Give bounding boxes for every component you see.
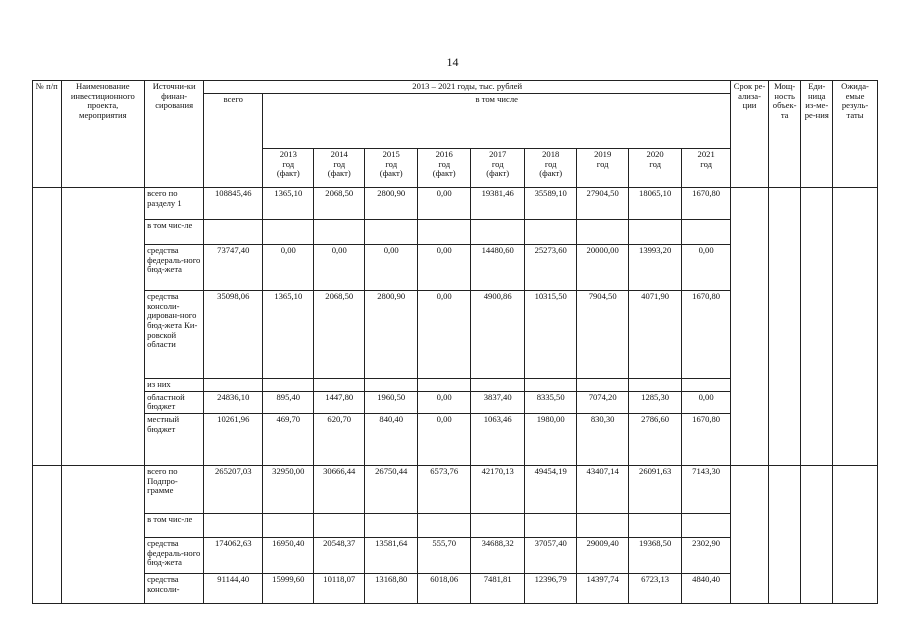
year-header-line3: (факт): [539, 168, 563, 179]
total-cell: 35098,06: [204, 291, 263, 379]
value-cell: [471, 220, 525, 245]
value-cell: 16950,40: [263, 537, 314, 573]
num-cell: [33, 188, 62, 466]
table-body: [33, 188, 878, 604]
col-total-header: всего: [204, 94, 263, 188]
source-cell: из них: [145, 379, 204, 392]
results-cell: [833, 188, 878, 466]
source-cell: всего по Подпро-грамме: [145, 465, 204, 513]
year-header-year: 2017: [489, 149, 507, 159]
value-cell: 2800,90: [365, 291, 418, 379]
value-cell: [314, 220, 365, 245]
year-header-line2: год: [282, 158, 295, 169]
value-cell: 1365,10: [263, 188, 314, 220]
page-number: 14: [446, 55, 459, 69]
value-cell: 0,00: [418, 188, 471, 220]
value-cell: 0,00: [365, 245, 418, 291]
year-header-2015: [365, 149, 418, 188]
value-cell: 13993,20: [629, 245, 682, 291]
capacity-cell: [768, 465, 801, 603]
value-cell: 7143,30: [682, 465, 731, 513]
value-cell: 0,00: [418, 245, 471, 291]
value-cell: [365, 220, 418, 245]
source-cell: местный бюджет: [145, 413, 204, 465]
value-cell: 1960,50: [365, 391, 418, 413]
value-cell: 2302,90: [682, 537, 731, 573]
year-header-2018: [525, 149, 577, 188]
value-cell: [418, 513, 471, 537]
total-cell: 24836,10: [204, 391, 263, 413]
year-header-line2: год: [596, 158, 609, 169]
year-header-line3: (факт): [327, 168, 351, 179]
total-cell: [204, 220, 263, 245]
value-cell: 6573,76: [418, 465, 471, 513]
value-cell: 7481,81: [471, 573, 525, 603]
year-header-2020: [629, 149, 682, 188]
value-cell: [525, 379, 577, 392]
value-cell: [418, 379, 471, 392]
value-cell: 0,00: [418, 413, 471, 465]
col-results-header: Ожида-емые резуль-таты: [833, 81, 878, 188]
value-cell: 20548,37: [314, 537, 365, 573]
value-cell: 19368,50: [629, 537, 682, 573]
year-header-year: 2020: [646, 149, 664, 159]
value-cell: [577, 513, 629, 537]
value-cell: 37057,40: [525, 537, 577, 573]
value-cell: 30666,44: [314, 465, 365, 513]
col-term-header: Срок ре-ализа-ции: [731, 81, 769, 188]
total-cell: 91144,40: [204, 573, 263, 603]
value-cell: 3837,40: [471, 391, 525, 413]
value-cell: 49454,19: [525, 465, 577, 513]
value-cell: [682, 513, 731, 537]
value-cell: 2068,50: [314, 188, 365, 220]
value-cell: 42170,13: [471, 465, 525, 513]
table-row: [33, 188, 878, 220]
term-cell: [731, 465, 769, 603]
year-header-line2: год: [700, 158, 712, 169]
total-cell: 174062,63: [204, 537, 263, 573]
col-name-header: Наименование инвестиционного проекта, мероприятия: [61, 81, 145, 188]
col-source-header: Источни-ки финан-сирования: [145, 81, 204, 188]
value-cell: [577, 220, 629, 245]
value-cell: [525, 220, 577, 245]
year-header-line3: (факт): [432, 168, 456, 179]
value-cell: 19381,46: [471, 188, 525, 220]
value-cell: 2068,50: [314, 291, 365, 379]
col-num-header: № п/п: [33, 81, 62, 188]
value-cell: [682, 379, 731, 392]
value-cell: 1670,80: [682, 413, 731, 465]
unit-cell: [801, 465, 833, 603]
year-header-year: 2021: [697, 149, 715, 159]
year-header-2017: [471, 149, 525, 188]
year-header-year: 2019: [594, 149, 612, 159]
value-cell: 35589,10: [525, 188, 577, 220]
total-cell: [204, 513, 263, 537]
value-cell: 1447,80: [314, 391, 365, 413]
value-cell: 7074,20: [577, 391, 629, 413]
value-cell: [629, 513, 682, 537]
value-cell: 18065,10: [629, 188, 682, 220]
value-cell: 14480,60: [471, 245, 525, 291]
source-cell: всего по разделу 1: [145, 188, 204, 220]
value-cell: 1980,00: [525, 413, 577, 465]
total-cell: 108845,46: [204, 188, 263, 220]
value-cell: 25273,60: [525, 245, 577, 291]
value-cell: 6723,13: [629, 573, 682, 603]
value-cell: [365, 379, 418, 392]
value-cell: 6018,06: [418, 573, 471, 603]
value-cell: 2800,90: [365, 188, 418, 220]
value-cell: 1063,46: [471, 413, 525, 465]
value-cell: 14397,74: [577, 573, 629, 603]
year-header-2013: [263, 149, 314, 188]
name-cell: [61, 188, 145, 466]
value-cell: 13168,80: [365, 573, 418, 603]
value-cell: 1670,80: [682, 188, 731, 220]
value-cell: 0,00: [418, 391, 471, 413]
source-cell: средства федераль-ного бюд-жета: [145, 537, 204, 573]
value-cell: 4900,86: [471, 291, 525, 379]
value-cell: [314, 379, 365, 392]
year-header-line2: год: [491, 158, 504, 169]
year-header-year: 2016: [435, 149, 453, 159]
value-cell: 895,40: [263, 391, 314, 413]
year-header-line3: (факт): [276, 168, 300, 179]
value-cell: [314, 513, 365, 537]
value-cell: 1670,80: [682, 291, 731, 379]
budget-table: [32, 80, 878, 604]
term-cell: [731, 188, 769, 466]
value-cell: 26091,63: [629, 465, 682, 513]
value-cell: 0,00: [682, 391, 731, 413]
results-cell: [833, 465, 878, 603]
value-cell: 0,00: [314, 245, 365, 291]
year-header-year: 2013: [279, 149, 297, 159]
year-header-line2: год: [544, 158, 557, 169]
name-cell: [61, 465, 145, 603]
value-cell: 7904,50: [577, 291, 629, 379]
year-header-line2: год: [333, 158, 346, 169]
year-header-year: 2018: [542, 149, 560, 159]
unit-cell: [801, 188, 833, 466]
value-cell: [525, 513, 577, 537]
value-cell: 555,70: [418, 537, 471, 573]
capacity-cell: [768, 188, 801, 466]
value-cell: 13581,64: [365, 537, 418, 573]
value-cell: [629, 379, 682, 392]
year-header-2014: [314, 149, 365, 188]
value-cell: [471, 379, 525, 392]
value-cell: 0,00: [418, 291, 471, 379]
value-cell: 32950,00: [263, 465, 314, 513]
value-cell: 1365,10: [263, 291, 314, 379]
value-cell: 10315,50: [525, 291, 577, 379]
year-header-line2: год: [385, 158, 398, 169]
year-header-2019: [577, 149, 629, 188]
value-cell: 0,00: [263, 245, 314, 291]
col-incl-header: в том числе: [263, 94, 731, 149]
total-cell: 265207,03: [204, 465, 263, 513]
table-row: [33, 465, 878, 513]
year-header-line2: год: [649, 158, 661, 169]
year-header-2016: [418, 149, 471, 188]
source-cell: средства консоли-: [145, 573, 204, 603]
year-header-line3: (факт): [379, 168, 403, 179]
year-header-year: 2015: [382, 149, 400, 159]
value-cell: 10118,07: [314, 573, 365, 603]
value-cell: [682, 220, 731, 245]
value-cell: 26750,44: [365, 465, 418, 513]
value-cell: 0,00: [682, 245, 731, 291]
total-cell: 73747,40: [204, 245, 263, 291]
value-cell: [418, 220, 471, 245]
header-row-1: [33, 81, 878, 94]
value-cell: 15999,60: [263, 573, 314, 603]
year-header-year: 2014: [330, 149, 348, 159]
value-cell: 840,40: [365, 413, 418, 465]
value-cell: [365, 513, 418, 537]
value-cell: 43407,14: [577, 465, 629, 513]
total-cell: [204, 379, 263, 392]
value-cell: 8335,50: [525, 391, 577, 413]
value-cell: 469,70: [263, 413, 314, 465]
source-cell: в том чис-ле: [145, 220, 204, 245]
source-cell: областной бюджет: [145, 391, 204, 413]
value-cell: 4840,40: [682, 573, 731, 603]
value-cell: 2786,60: [629, 413, 682, 465]
col-period-header: 2013 – 2021 годы, тыс. рублей: [204, 81, 731, 94]
col-unit-header: Еди-ница из-ме-ре-ния: [801, 81, 833, 188]
value-cell: 34688,32: [471, 537, 525, 573]
value-cell: [471, 513, 525, 537]
value-cell: 29009,40: [577, 537, 629, 573]
value-cell: [263, 379, 314, 392]
total-cell: 10261,96: [204, 413, 263, 465]
value-cell: 620,70: [314, 413, 365, 465]
value-cell: [263, 220, 314, 245]
year-header-line3: (факт): [486, 168, 510, 179]
source-cell: средства федераль-ного бюд-жета: [145, 245, 204, 291]
year-header-line2: год: [438, 158, 451, 169]
value-cell: 1285,30: [629, 391, 682, 413]
value-cell: 20000,00: [577, 245, 629, 291]
source-cell: в том чис-ле: [145, 513, 204, 537]
num-cell: [33, 465, 62, 603]
value-cell: [629, 220, 682, 245]
value-cell: [263, 513, 314, 537]
source-cell: средства консоли-дирован-ного бюд-жета Ки-ровской области: [145, 291, 204, 379]
year-header-2021: [682, 149, 731, 188]
col-capacity-header: Мощ-ность объек-та: [768, 81, 801, 188]
value-cell: 12396,79: [525, 573, 577, 603]
value-cell: 27904,50: [577, 188, 629, 220]
value-cell: 830,30: [577, 413, 629, 465]
value-cell: 4071,90: [629, 291, 682, 379]
value-cell: [577, 379, 629, 392]
